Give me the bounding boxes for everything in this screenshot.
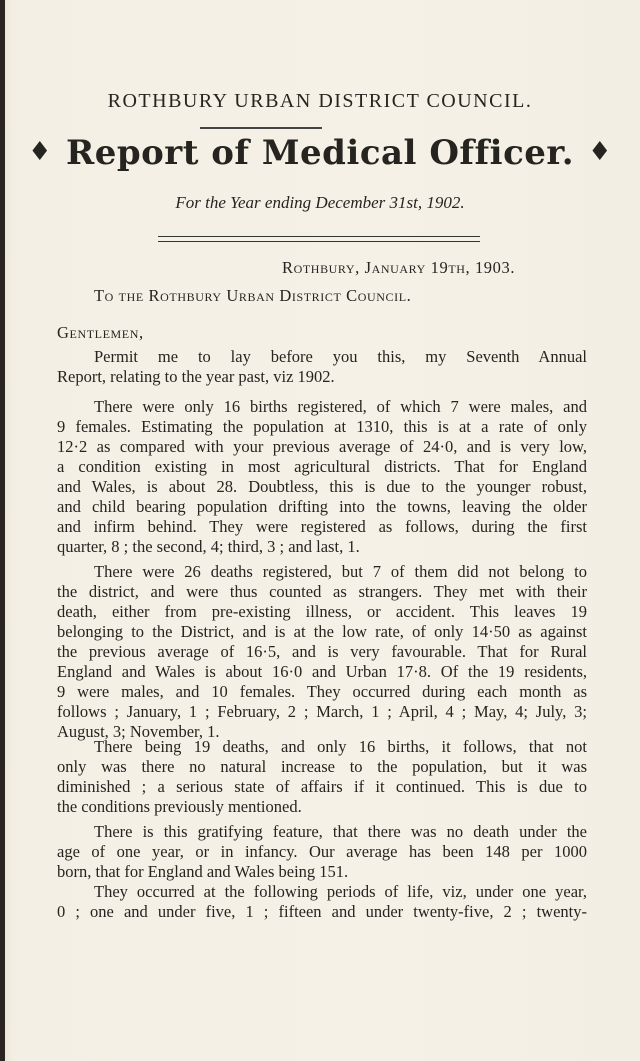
- report-title-text: Report of Medical Officer.: [65, 133, 575, 173]
- salutation: Gentlemen,: [57, 323, 144, 342]
- paragraph-line: death, either from pre-existing illness, or accident. This leaves 19: [57, 602, 587, 621]
- paragraph-line: age of one year, or in infancy. Our average has been 148 per 1000: [57, 842, 587, 861]
- paragraph-line: England and Wales is about 16·0 and Urban 17·8. Of the 19 residents,: [57, 662, 587, 681]
- paragraph-line: a condition existing in most agricultural districts. That for England: [57, 457, 587, 476]
- paragraph-line: There being 19 deaths, and only 16 births, it follows, that not: [94, 737, 587, 756]
- paragraph-line: diminished ; a serious state of affairs if it continued. This is due to: [57, 777, 587, 796]
- paragraph-line: 12·2 as compared with your previous average of 24·0, and is very low,: [57, 437, 587, 456]
- paragraph-line: Permit me to lay before you this, my Seventh Annual: [94, 347, 587, 366]
- right-ornament-icon: ♦: [588, 137, 612, 167]
- paragraph-line: and infirm behind. They were registered as follows, during the first: [57, 517, 587, 536]
- paragraph-line: the conditions previously mentioned.: [57, 797, 302, 816]
- paragraph-line: There were 26 deaths registered, but 7 of them did not belong to: [94, 562, 587, 581]
- left-ornament-icon: ♦: [28, 137, 52, 167]
- place-date-line: Rothbury, January 19th, 1903.: [282, 258, 516, 277]
- double-rule-divider: [158, 236, 480, 242]
- paragraph-line: only was there no natural increase to the population, but it was: [57, 757, 587, 776]
- paragraph-line: quarter, 8 ; the second, 4; third, 3 ; and last, 1.: [57, 537, 360, 556]
- heading-rule: [200, 127, 322, 129]
- paragraph-line: There is this gratifying feature, that there was no death under the: [94, 822, 587, 841]
- council-heading: ROTHBURY URBAN DISTRICT COUNCIL.: [107, 90, 533, 112]
- paragraph-line: the previous average of 16·5, and is very favourable. That for Rural: [57, 642, 587, 661]
- report-year-subtitle: For the Year ending December 31st, 1902.: [175, 193, 465, 212]
- paragraph-line: follows ; January, 1 ; February, 2 ; March, 1 ; April, 4 ; May, 4; July, 3;: [57, 702, 587, 721]
- addressee-line: To the Rothbury Urban District Council.: [94, 286, 412, 305]
- paragraph-line: 0 ; one and under five, 1 ; fifteen and under twenty-five, 2 ; twenty-: [57, 902, 587, 921]
- paragraph-line: and Wales, is about 28. Doubtless, this is due to the younger robust,: [57, 477, 587, 496]
- paragraph-line: 9 were males, and 10 females. They occurred during each month as: [57, 682, 587, 701]
- paragraph-line: the district, and were thus counted as strangers. They met with their: [57, 582, 587, 601]
- paragraph-line: They occurred at the following periods of life, viz, under one year,: [94, 882, 587, 901]
- paragraph-line: August, 3; November, 1.: [57, 722, 220, 741]
- paragraph-line: born, that for England and Wales being 151.: [57, 862, 349, 881]
- paragraph-line: belonging to the District, and is at the low rate, of only 14·50 as against: [57, 622, 587, 641]
- paragraph-line: There were only 16 births registered, of which 7 were males, and: [94, 397, 587, 416]
- paragraph-line: 9 females. Estimating the population at 1310, this is at a rate of only: [57, 417, 587, 436]
- report-title: [0, 133, 640, 173]
- paragraph-line: Report, relating to the year past, viz 1902.: [57, 367, 335, 386]
- paragraph-line: and child bearing population drifting into the towns, leaving the older: [57, 497, 587, 516]
